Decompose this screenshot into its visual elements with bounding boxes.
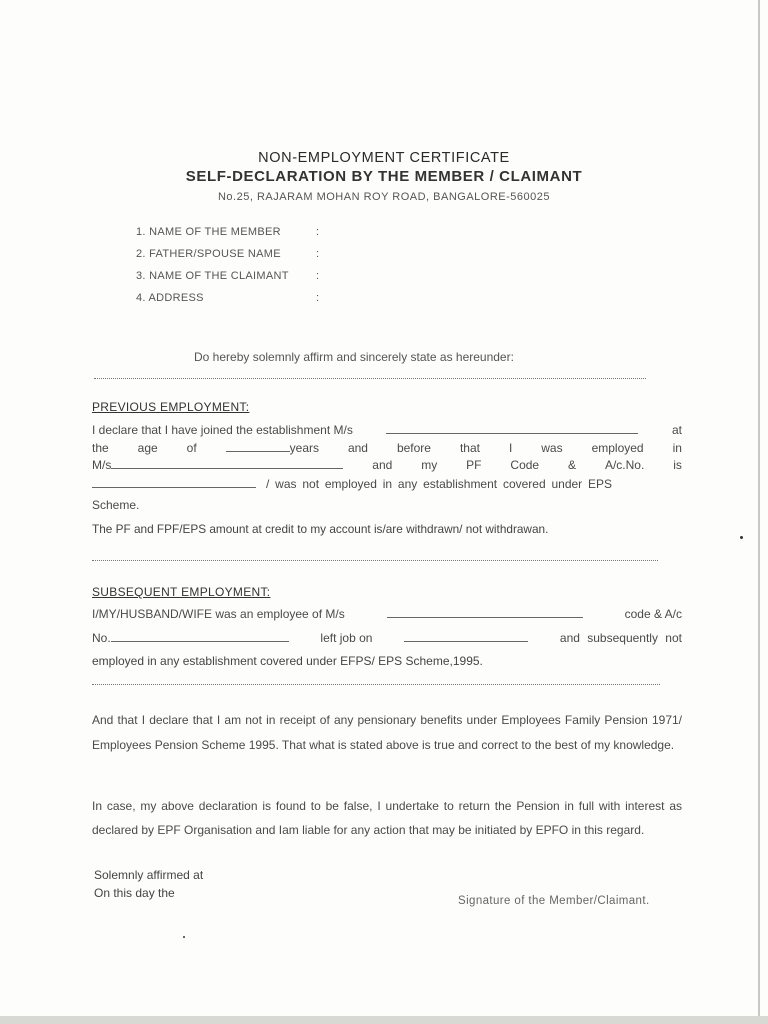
field-label: 2. FATHER/SPOUSE NAME (136, 248, 281, 260)
word: and (347, 441, 368, 455)
certificate-title: NON-EMPLOYMENT CERTIFICATE (258, 150, 510, 166)
word: my (421, 458, 438, 472)
signature-label: Signature of the Member/Claimant. (458, 895, 650, 907)
office-address: No.25, RAJARAM MOHAN ROY ROAD, BANGALORE-560025 (217, 191, 550, 203)
subsequent-line-2 (92, 631, 682, 645)
company-blank (111, 458, 343, 469)
field-label: 3. NAME OF THE CLAIMANT (136, 270, 289, 282)
subsequent-line-1 (92, 607, 682, 621)
withdrawn-statement: The PF and FPF/EPS amount at credit to my account is/are withdrawn/ not withdrawan. (92, 522, 549, 536)
word: the (92, 441, 109, 455)
employer-blank (387, 607, 583, 618)
employee-text: I/MY/HUSBAND/WIFE was an employee of M/s (92, 607, 345, 621)
scan-speck (740, 536, 743, 539)
field-colon: : (316, 292, 320, 304)
word: PF (466, 458, 482, 472)
word: and (372, 458, 393, 472)
word: age (137, 441, 158, 455)
previous-line-4 (92, 477, 682, 491)
subsequently-text: and subsequently not (559, 631, 682, 645)
company-group (92, 458, 343, 472)
account-blank (92, 477, 256, 488)
left-job-text: left job on (320, 631, 373, 645)
word: employed (591, 441, 644, 455)
at-text: at (671, 423, 682, 437)
scheme-text: Scheme. (92, 498, 140, 512)
not-employed-text: / was not employed in any establishment covered under EPS (266, 477, 613, 491)
scan-speck (183, 936, 185, 938)
establishment-blank (386, 423, 638, 434)
word: Code (510, 458, 540, 472)
field-member-name (136, 226, 436, 248)
dotted-line (94, 378, 646, 379)
word: & (568, 458, 577, 472)
subsequent-line-3: employed in any establishment covered under EFPS/ EPS Scheme,1995. (92, 654, 483, 668)
false-declaration-clause: In case, my above declaration is found to be false, I undertake to return the Pension in full with interest as declared by EPF Organisation and Iam liable for any action that may be initiated by EPFO in this regard. (92, 799, 682, 837)
field-colon: : (316, 226, 320, 238)
account-group (92, 631, 289, 645)
subsequent-employment-title: SUBSEQUENT EMPLOYMENT: (92, 585, 271, 599)
word: of (186, 441, 197, 455)
word: was (541, 441, 563, 455)
left-date-blank (404, 631, 528, 642)
previous-line-1 (92, 423, 682, 437)
word: I (508, 441, 513, 455)
field-father-spouse-name (136, 248, 436, 270)
field-claimant-name (136, 270, 436, 292)
word: A/c.No. (604, 458, 645, 472)
account-no-blank (111, 631, 289, 642)
word: years (289, 441, 319, 455)
affirm-statement: Do hereby solemnly affirm and sincerely state as hereunder: (194, 350, 514, 364)
previous-line-2 (92, 441, 682, 455)
scan-edge-bottom (0, 1016, 768, 1024)
member-fields (136, 226, 436, 314)
code-text: code & A/c (624, 607, 682, 621)
field-address (136, 292, 436, 314)
age-blank (226, 441, 290, 452)
age-years-group (226, 441, 319, 455)
word: before (396, 441, 431, 455)
word: that (459, 441, 480, 455)
word: is (673, 458, 682, 472)
pension-declaration: And that I declare that I am not in receipt of any pensionary benefits under Employees Family Pension 1971/ Employees Pension Scheme 1995. That what is stated above is true and correct to the best of my knowledge. (92, 713, 682, 752)
word: in (672, 441, 682, 455)
certificate-subtitle: SELF-DECLARATION BY THE MEMBER / CLAIMANT (185, 168, 583, 185)
solemnly-affirmed-at: Solemnly affirmed at (94, 868, 204, 882)
field-colon: : (316, 248, 320, 260)
field-label: 1. NAME OF THE MEMBER (136, 226, 281, 238)
field-colon: : (316, 270, 320, 282)
establishment-text: I declare that I have joined the establishment M/s (92, 423, 353, 437)
dotted-line (92, 684, 660, 685)
previous-line-3 (92, 458, 682, 472)
field-label: 4. ADDRESS (136, 292, 204, 304)
no-text: No. (92, 631, 111, 645)
previous-employment-title: PREVIOUS EMPLOYMENT: (92, 400, 250, 414)
word: M/s (92, 458, 112, 472)
on-this-day: On this day the (94, 886, 175, 900)
dotted-line (92, 560, 658, 561)
